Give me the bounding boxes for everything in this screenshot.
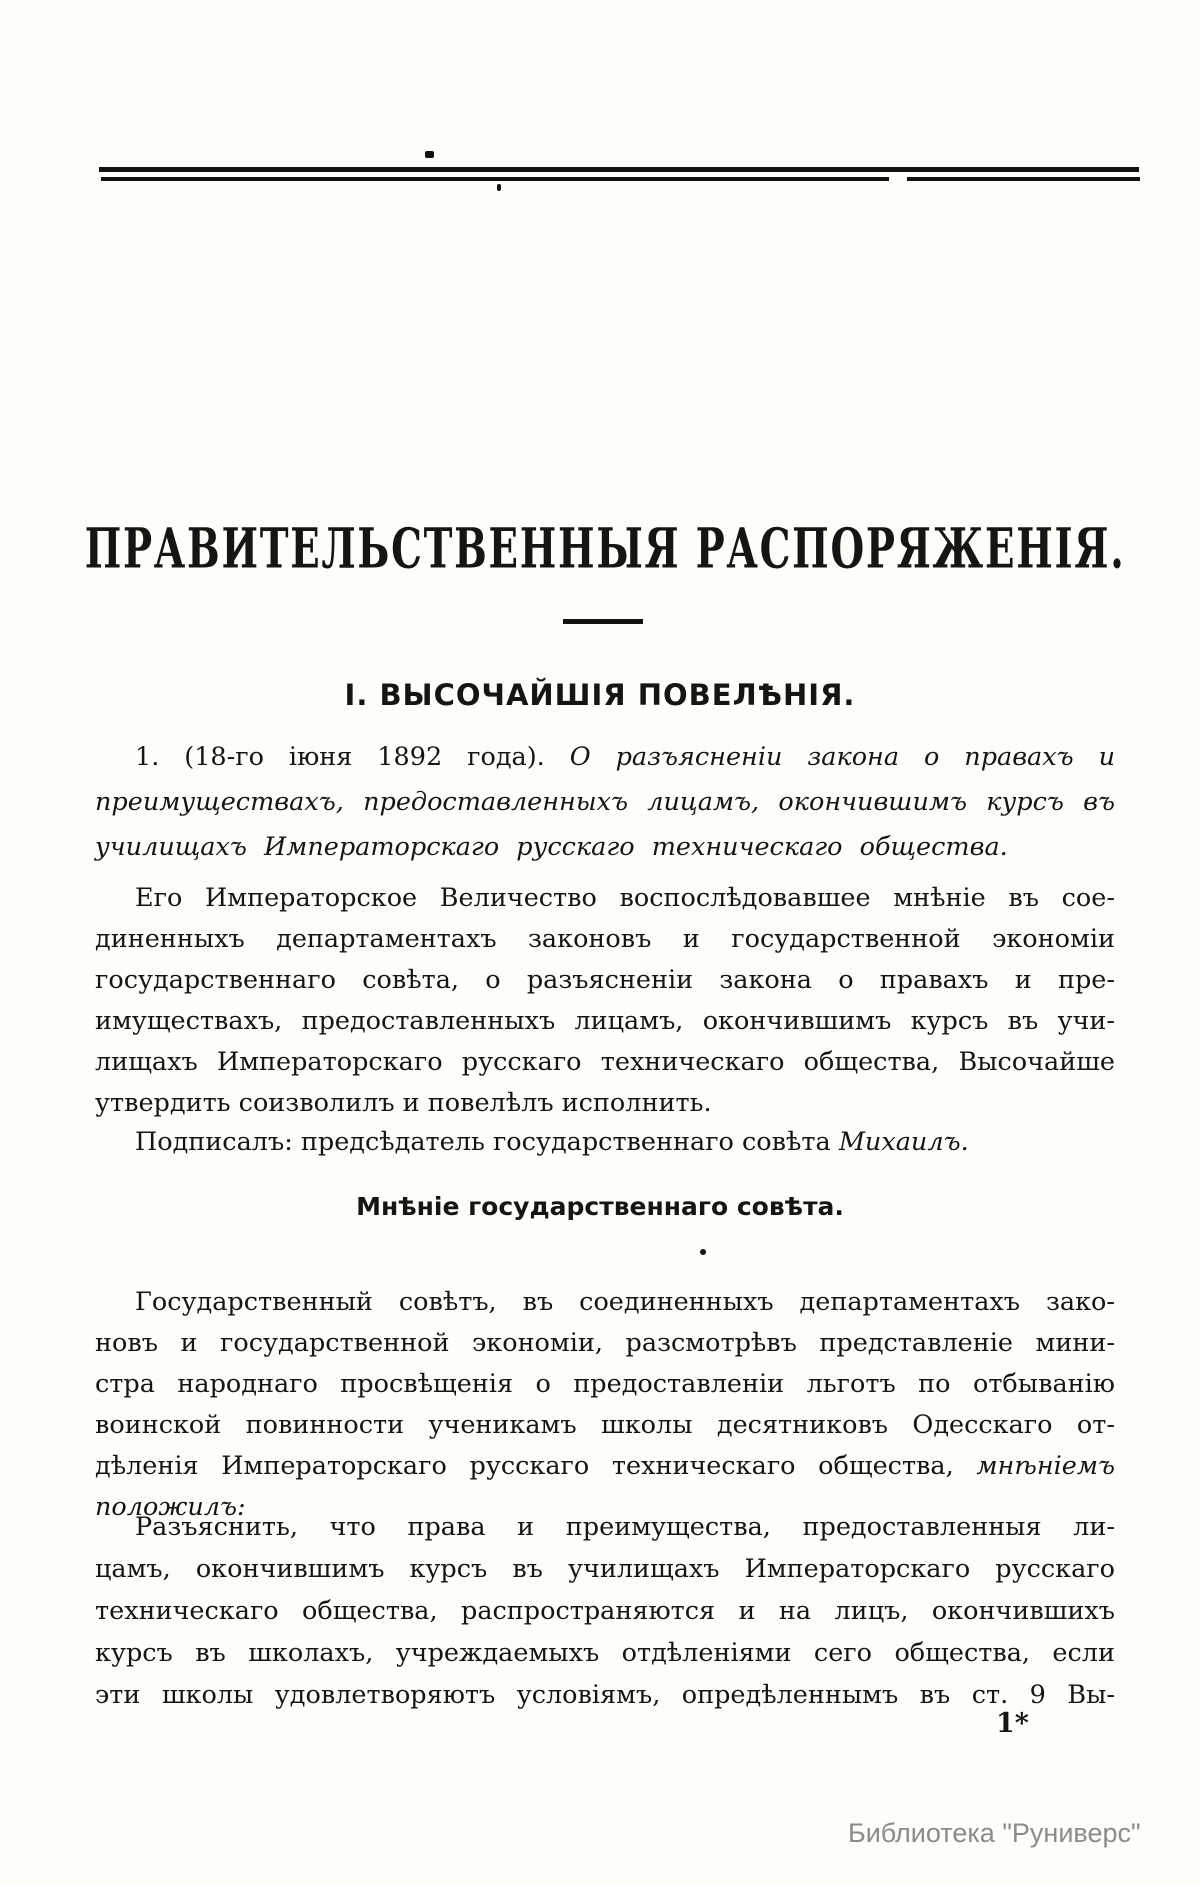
paragraph-imperial-approval bbox=[95, 878, 1115, 1124]
page-title bbox=[0, 516, 1200, 581]
body-line: Разъяснить, что права и преимущества, предоставленныя ли- bbox=[135, 1512, 1115, 1542]
body-line: утвердить соизволилъ и повелѣлъ исполнить. bbox=[95, 1088, 712, 1118]
body-line: государственнаго совѣта, о разъясненіи закона о правахъ и пре- bbox=[95, 965, 1115, 995]
scan-artifact bbox=[497, 184, 501, 191]
body-line: училищахъ Императорскаго русскаго техническаго общества. bbox=[95, 832, 1008, 862]
body-line: воинской повинности ученикамъ школы десятниковъ Одесскаго от- bbox=[95, 1410, 1115, 1440]
opinion-word-italic: мнѣніемъ bbox=[976, 1451, 1115, 1481]
body-line bbox=[95, 735, 1115, 780]
body-text: дѣленія Императорскаго русскаго техническаго общества, bbox=[95, 1451, 977, 1481]
printer-signature-mark: 1* bbox=[996, 1708, 1029, 1739]
body-line: эти школы удовлетворяютъ условіямъ, опредѣленнымъ въ ст. 9 Вы- bbox=[95, 1680, 1115, 1710]
body-line: преимуществахъ, предоставленныхъ лицамъ, окончившимъ курсъ въ bbox=[95, 787, 1115, 817]
header-rule-bottom-left bbox=[101, 177, 889, 181]
title-divider bbox=[563, 619, 643, 624]
body-line: Государственный совѣтъ, въ соединенныхъ департаментахъ зако- bbox=[135, 1287, 1115, 1317]
body-line: курсъ въ школахъ, учреждаемыхъ отдѣленіями сего общества, если bbox=[95, 1638, 1115, 1668]
body-line bbox=[95, 1446, 1115, 1487]
decree-number-date: 1. (18-го іюня 1892 года). bbox=[135, 742, 570, 772]
subsection-heading: Мнѣніе государственнаго совѣта. bbox=[356, 1192, 844, 1221]
body-line: лищахъ Императорскаго русскаго техническаго общества, Высочайше bbox=[95, 1047, 1115, 1077]
header-rule-bottom-right bbox=[907, 177, 1140, 181]
signed-by-text: Подписалъ: предсѣдатель государственнаго совѣта bbox=[135, 1127, 839, 1157]
body-line: Его Императорское Величество воспослѣдовавшее мнѣніе въ сое- bbox=[135, 883, 1115, 913]
body-line: имуществахъ, предоставленныхъ лицамъ, окончившимъ курсъ въ учи- bbox=[95, 1006, 1115, 1036]
body-line bbox=[95, 1122, 1115, 1163]
decree-subject-italic: О разъясненіи закона о правахъ и bbox=[569, 742, 1115, 772]
section-heading: І. ВЫСОЧАЙШІЯ ПОВЕЛѢНІЯ. bbox=[344, 678, 856, 712]
library-watermark: Библиотека "Руниверс" bbox=[848, 1818, 1141, 1848]
scan-artifact-dot bbox=[700, 1249, 706, 1255]
header-rule-top bbox=[99, 167, 1139, 172]
body-line: стра народнаго просвѣщенія о предоставленіи льготъ по отбыванію bbox=[95, 1369, 1115, 1399]
paragraph-signature bbox=[95, 1122, 1115, 1163]
signer-name-italic: Михаилъ. bbox=[838, 1127, 969, 1157]
body-line: положилъ: bbox=[95, 1492, 246, 1522]
page-title-text: ПРАВИТЕЛЬСТВЕННЫЯ РАСПОРЯЖЕНІЯ. bbox=[84, 516, 1126, 581]
scan-artifact bbox=[425, 151, 434, 158]
paragraph-council-opinion bbox=[95, 1282, 1115, 1528]
body-line: цамъ, окончившимъ курсъ въ училищахъ Императорскаго русскаго bbox=[95, 1554, 1115, 1584]
body-line: диненныхъ департаментахъ законовъ и государственной экономіи bbox=[95, 924, 1115, 954]
body-line: новъ и государственной экономіи, разсмотрѣвъ представленіе мини- bbox=[95, 1328, 1115, 1358]
paragraph-clarification bbox=[95, 1506, 1115, 1716]
paragraph-decree-subject bbox=[95, 735, 1115, 870]
body-line: техническаго общества, распространяются и на лицъ, окончившихъ bbox=[95, 1596, 1115, 1626]
